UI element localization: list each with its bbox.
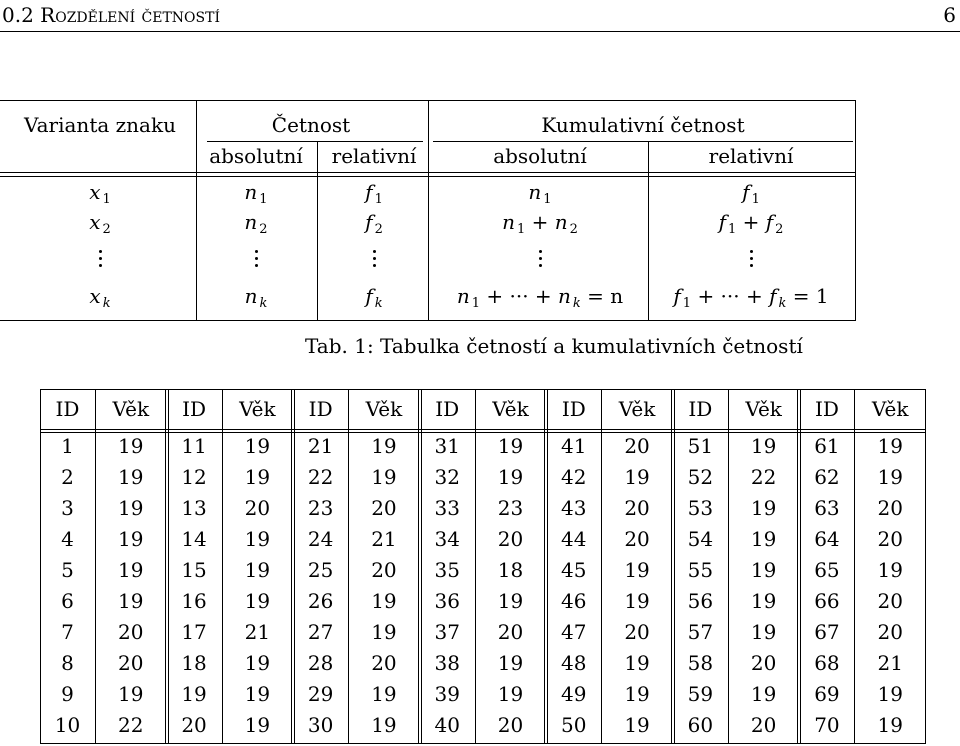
id-header: ID [55, 397, 80, 421]
id-cell: 54 [687, 527, 714, 551]
id-cell: 3 [61, 496, 74, 520]
table-caption: Tab. 1: Tabulka četností a kumulativních četností [305, 334, 803, 358]
age-cell: 19 [497, 682, 524, 706]
id-header: ID [182, 397, 207, 421]
age-cell: 19 [118, 527, 144, 551]
age-cell: 19 [118, 589, 144, 613]
section-title: Rozdělení četností [40, 3, 220, 27]
id-cell: 25 [307, 558, 334, 582]
age-cell: 20 [624, 620, 650, 644]
age-cell: 19 [877, 465, 903, 489]
id-cell: 32 [434, 465, 460, 489]
age-cell: 20 [244, 496, 271, 520]
id-cell: 7 [61, 620, 74, 644]
id-cell: 47 [561, 620, 587, 644]
id-cell: 45 [561, 558, 587, 582]
id-cell: 66 [814, 589, 840, 613]
variant-cell: x $_1$ [89, 180, 111, 207]
frequency-table [0, 100, 856, 321]
age-cell: 20 [497, 713, 524, 737]
age-cell: 19 [244, 434, 271, 458]
column-rule [648, 141, 649, 321]
group-rule [671, 389, 672, 744]
column-rule [428, 100, 429, 321]
table-rule [207, 141, 423, 142]
age-header: Věk [618, 397, 656, 421]
frequency-header: Četnost [271, 113, 351, 137]
cum-abs-header: absolutní [493, 144, 587, 168]
age-cell: 19 [244, 527, 271, 551]
cum-abs-cell: n $_1$ + n $_2$ [502, 210, 578, 237]
variant-header: Varianta znaku [24, 113, 176, 137]
id-cell: 42 [561, 465, 587, 489]
id-cell: 68 [814, 651, 840, 675]
age-cell: 19 [624, 651, 650, 675]
id-cell: 31 [434, 434, 460, 458]
cum-abs-cell: n $_1$ + ··· + n $_k$ = n [456, 284, 624, 311]
id-cell: 44 [561, 527, 587, 551]
age-cell: 19 [750, 527, 777, 551]
age-cell: 20 [118, 620, 144, 644]
id-cell: 1 [61, 434, 74, 458]
age-cell: 19 [877, 558, 903, 582]
id-cell: 58 [687, 651, 714, 675]
running-header [0, 0, 960, 30]
id-cell: 69 [814, 682, 840, 706]
vertical-ellipsis [537, 250, 543, 271]
abs-cell: n $_1$ [244, 180, 268, 207]
age-cell: 22 [118, 713, 144, 737]
vertical-ellipsis [97, 250, 103, 271]
age-header: Věk [492, 397, 529, 421]
cum-rel-cell: f $_1$ + ··· + f $_k$ = 1 [673, 284, 829, 311]
id-cell: 16 [181, 589, 207, 613]
group-rule [291, 389, 292, 744]
age-cell: 19 [750, 496, 777, 520]
age-cell: 18 [497, 558, 524, 582]
age-table [40, 389, 926, 744]
age-cell: 21 [371, 527, 397, 551]
age-cell: 19 [371, 434, 397, 458]
id-cell: 33 [434, 496, 460, 520]
age-cell: 19 [877, 434, 903, 458]
age-cell: 20 [877, 589, 903, 613]
abs-header: absolutní [209, 144, 303, 168]
age-cell: 19 [371, 589, 397, 613]
age-cell: 19 [118, 496, 144, 520]
id-cell: 70 [814, 713, 840, 737]
id-cell: 19 [181, 682, 207, 706]
id-cell: 39 [434, 682, 460, 706]
age-cell: 19 [371, 620, 397, 644]
age-cell: 19 [624, 682, 650, 706]
id-header: ID [308, 397, 333, 421]
id-cell: 20 [181, 713, 207, 737]
id-cell: 30 [307, 713, 334, 737]
age-cell: 19 [244, 558, 271, 582]
age-cell: 19 [497, 651, 524, 675]
cum-rel-header: relativní [708, 144, 794, 168]
id-cell: 28 [307, 651, 334, 675]
vertical-ellipsis [371, 250, 377, 271]
id-cell: 53 [687, 496, 714, 520]
table-rule [433, 141, 853, 142]
header-rule [0, 31, 960, 32]
id-cell: 40 [434, 713, 460, 737]
group-rule [418, 389, 419, 744]
age-cell: 19 [750, 620, 777, 644]
abs-cell: n $_2$ [244, 210, 268, 237]
abs-cell: n $_k$ [244, 284, 268, 311]
id-cell: 35 [434, 558, 460, 582]
group-rule [797, 389, 798, 744]
id-cell: 41 [561, 434, 587, 458]
age-cell: 19 [750, 558, 777, 582]
age-cell: 20 [877, 496, 903, 520]
cum-abs-cell: n $_1$ [528, 180, 552, 207]
id-cell: 26 [307, 589, 334, 613]
age-cell: 20 [877, 620, 903, 644]
id-cell: 6 [61, 589, 74, 613]
id-cell: 46 [561, 589, 587, 613]
age-cell: 19 [877, 713, 903, 737]
id-header: ID [561, 397, 586, 421]
id-cell: 67 [814, 620, 840, 644]
age-cell: 20 [750, 651, 777, 675]
cumulative-header: Kumulativní četnost [541, 113, 745, 137]
age-cell: 19 [244, 682, 271, 706]
age-header: Věk [745, 397, 782, 421]
age-cell: 19 [244, 713, 271, 737]
id-header: ID [688, 397, 713, 421]
age-cell: 19 [244, 589, 271, 613]
id-cell: 38 [434, 651, 460, 675]
table-rule [40, 429, 926, 430]
age-cell: 19 [624, 558, 650, 582]
vertical-ellipsis [748, 250, 754, 271]
age-header: Věk [112, 397, 150, 421]
id-cell: 9 [61, 682, 74, 706]
id-cell: 10 [54, 713, 81, 737]
section-number: 0.2 [2, 3, 34, 27]
age-cell: 19 [118, 434, 144, 458]
vertical-ellipsis [253, 250, 259, 271]
id-cell: 18 [181, 651, 207, 675]
id-cell: 15 [181, 558, 207, 582]
id-cell: 57 [687, 620, 714, 644]
age-cell: 19 [497, 465, 524, 489]
id-cell: 52 [687, 465, 714, 489]
variant-cell: x $_k$ [89, 284, 111, 311]
id-cell: 64 [814, 527, 840, 551]
id-cell: 24 [307, 527, 334, 551]
age-cell: 19 [497, 434, 524, 458]
id-header: ID [435, 397, 460, 421]
id-cell: 8 [61, 651, 74, 675]
id-cell: 56 [687, 589, 714, 613]
age-cell: 19 [750, 682, 777, 706]
age-cell: 20 [624, 527, 650, 551]
id-cell: 13 [181, 496, 207, 520]
age-cell: 19 [371, 682, 397, 706]
age-cell: 20 [497, 620, 524, 644]
age-cell: 20 [497, 527, 524, 551]
id-cell: 2 [61, 465, 74, 489]
id-cell: 4 [61, 527, 74, 551]
variant-cell: x $_2$ [89, 210, 111, 237]
column-rule [196, 100, 197, 321]
id-cell: 55 [687, 558, 714, 582]
rel-cell: f $_2$ [365, 210, 383, 237]
id-cell: 12 [181, 465, 207, 489]
id-cell: 65 [814, 558, 840, 582]
id-cell: 17 [181, 620, 207, 644]
id-cell: 59 [687, 682, 714, 706]
age-header: Věk [239, 397, 276, 421]
age-cell: 20 [371, 496, 397, 520]
age-header: Věk [365, 397, 403, 421]
id-cell: 48 [561, 651, 587, 675]
age-cell: 20 [371, 651, 397, 675]
id-cell: 61 [814, 434, 840, 458]
page-number: 6 [943, 3, 956, 27]
id-cell: 51 [687, 434, 714, 458]
age-cell: 19 [624, 589, 650, 613]
id-cell: 27 [307, 620, 334, 644]
age-cell: 19 [118, 465, 144, 489]
age-cell: 19 [750, 434, 777, 458]
age-cell: 19 [118, 558, 144, 582]
id-cell: 22 [307, 465, 334, 489]
age-cell: 19 [371, 713, 397, 737]
table-rule [40, 743, 926, 744]
age-cell: 19 [497, 589, 524, 613]
id-cell: 5 [61, 558, 74, 582]
age-cell: 20 [118, 651, 144, 675]
id-cell: 36 [434, 589, 460, 613]
age-cell: 19 [750, 589, 777, 613]
age-cell: 19 [244, 465, 271, 489]
age-cell: 19 [118, 682, 144, 706]
id-cell: 49 [561, 682, 587, 706]
age-header: Věk [871, 397, 909, 421]
age-cell: 19 [244, 651, 271, 675]
rel-cell: f $_k$ [365, 284, 383, 311]
section-heading [2, 3, 220, 27]
age-cell: 19 [371, 465, 397, 489]
id-cell: 21 [307, 434, 334, 458]
id-cell: 50 [561, 713, 587, 737]
table-rule [40, 432, 926, 433]
id-cell: 60 [687, 713, 714, 737]
column-rule [317, 141, 318, 321]
id-header: ID [814, 397, 839, 421]
age-cell: 20 [877, 527, 903, 551]
id-cell: 11 [181, 434, 207, 458]
id-cell: 37 [434, 620, 460, 644]
age-cell: 19 [624, 713, 650, 737]
group-rule [165, 389, 166, 744]
column-rule [855, 100, 856, 321]
age-cell: 23 [497, 496, 524, 520]
age-cell: 20 [371, 558, 397, 582]
age-cell: 22 [750, 465, 777, 489]
age-cell: 20 [624, 496, 650, 520]
table-rule [40, 389, 926, 390]
id-cell: 14 [181, 527, 207, 551]
id-cell: 62 [814, 465, 840, 489]
age-cell: 21 [877, 651, 903, 675]
rel-cell: f $_1$ [365, 180, 383, 207]
age-cell: 19 [624, 465, 650, 489]
rel-header: relativní [331, 144, 417, 168]
id-cell: 34 [434, 527, 460, 551]
id-cell: 63 [814, 496, 840, 520]
id-cell: 43 [561, 496, 587, 520]
age-cell: 20 [624, 434, 650, 458]
age-cell: 19 [877, 682, 903, 706]
age-cell: 21 [244, 620, 271, 644]
id-cell: 23 [307, 496, 334, 520]
cum-rel-cell: f $_1$ [742, 180, 760, 207]
group-rule [544, 389, 545, 744]
id-cell: 29 [307, 682, 334, 706]
cum-rel-cell: f $_1$ + f $_2$ [718, 210, 784, 237]
age-cell: 20 [750, 713, 777, 737]
